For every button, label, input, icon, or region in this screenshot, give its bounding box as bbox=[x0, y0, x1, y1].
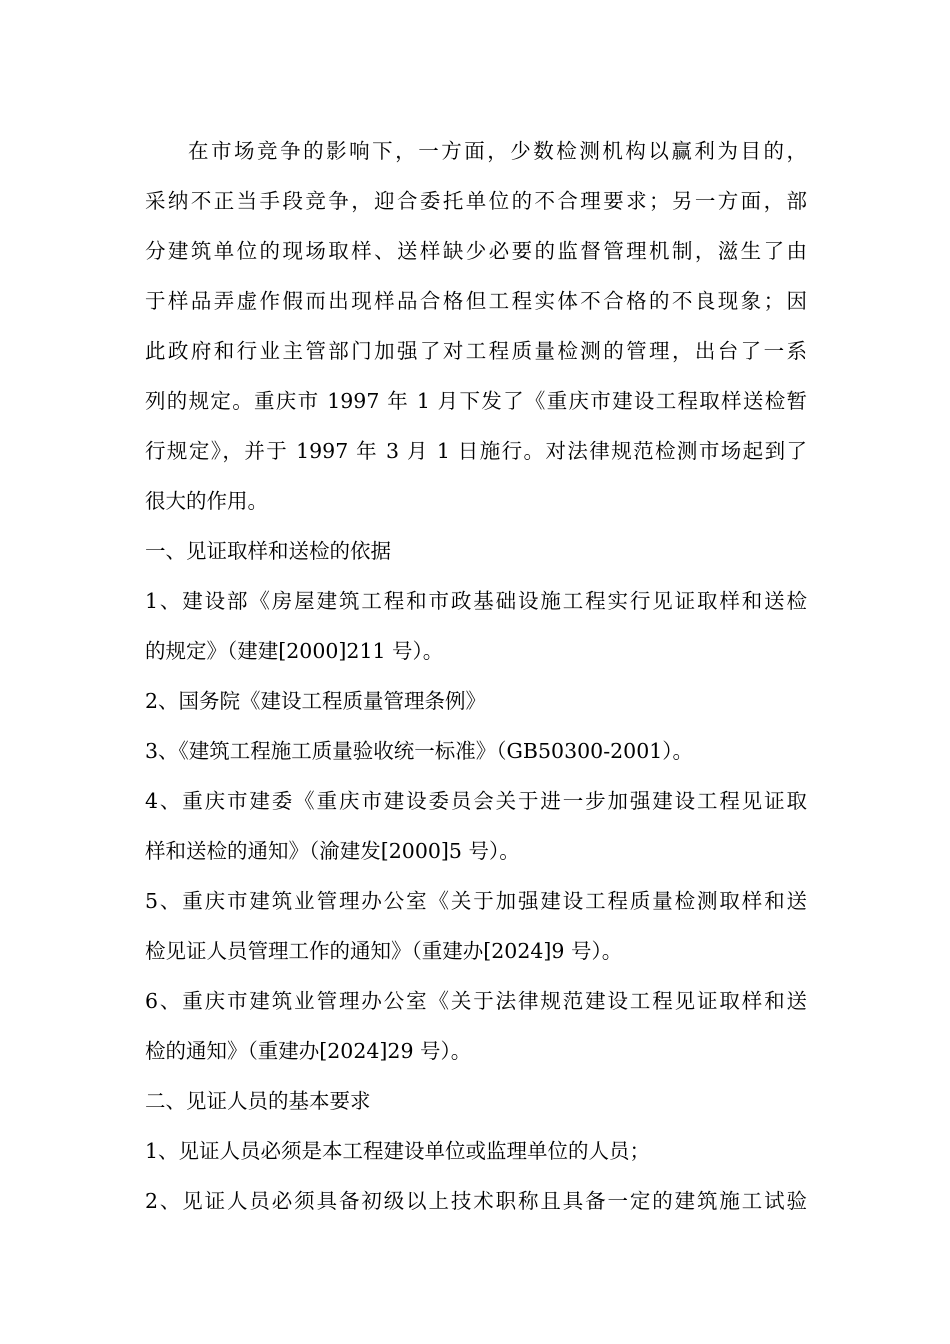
document-line: 5、重庆市建筑业管理办公室《关于加强建设工程质量检测取样和送 bbox=[145, 889, 807, 913]
document-line: 分建筑单位的现场取样、送样缺少必要的监督管理机制，滋生了由 bbox=[145, 239, 807, 263]
document-line: 检的通知》（重建办[2024]29 号）。 bbox=[145, 1039, 472, 1063]
document-line: 样和送检的通知》（渝建发[2000]5 号）。 bbox=[145, 839, 520, 863]
document-line: 的规定》（建建[2000]211 号）。 bbox=[145, 639, 444, 663]
document-line: 2、见证人员必须具备初级以上技术职称且具备一定的建筑施工试验 bbox=[145, 1189, 807, 1213]
document-line: 1、见证人员必须是本工程建设单位或监理单位的人员； bbox=[145, 1139, 651, 1163]
document-line: 于样品弄虚作假而出现样品合格但工程实体不合格的不良现象；因 bbox=[145, 289, 807, 313]
document-line: 1、建设部《房屋建筑工程和市政基础设施工程实行见证取样和送检 bbox=[145, 589, 807, 613]
document-line: 2、国务院《建设工程质量管理条例》 bbox=[145, 689, 487, 713]
document-line: 行规定》，并于 1997 年 3 月 1 日施行。对法律规范检测市场起到了 bbox=[145, 439, 807, 463]
document-line: 4、重庆市建委《重庆市建设委员会关于进一步加强建设工程见证取 bbox=[145, 789, 807, 813]
document-line: 一、见证取样和送检的依据 bbox=[145, 539, 391, 563]
document-line: 很大的作用。 bbox=[145, 489, 268, 513]
document-line: 此政府和行业主管部门加强了对工程质量检测的管理，出台了一系 bbox=[145, 339, 807, 363]
document-line: 采纳不正当手段竞争，迎合委托单位的不合理要求；另一方面，部 bbox=[145, 189, 807, 213]
document-page bbox=[145, 126, 807, 1226]
document-line: 二、见证人员的基本要求 bbox=[145, 1089, 371, 1113]
document-line: 检见证人员管理工作的通知》（重建办[2024]9 号）。 bbox=[145, 939, 623, 963]
document-line: 在市场竞争的影响下，一方面，少数检测机构以赢利为目的， bbox=[188, 139, 807, 163]
document-line: 列的规定。重庆市 1997 年 1 月下发了《重庆市建设工程取样送检暂 bbox=[145, 389, 807, 413]
document-line: 6、重庆市建筑业管理办公室《关于法律规范建设工程见证取样和送 bbox=[145, 989, 807, 1013]
document-line: 3、《建筑工程施工质量验收统一标准》（GB50300-2001）。 bbox=[145, 739, 694, 763]
